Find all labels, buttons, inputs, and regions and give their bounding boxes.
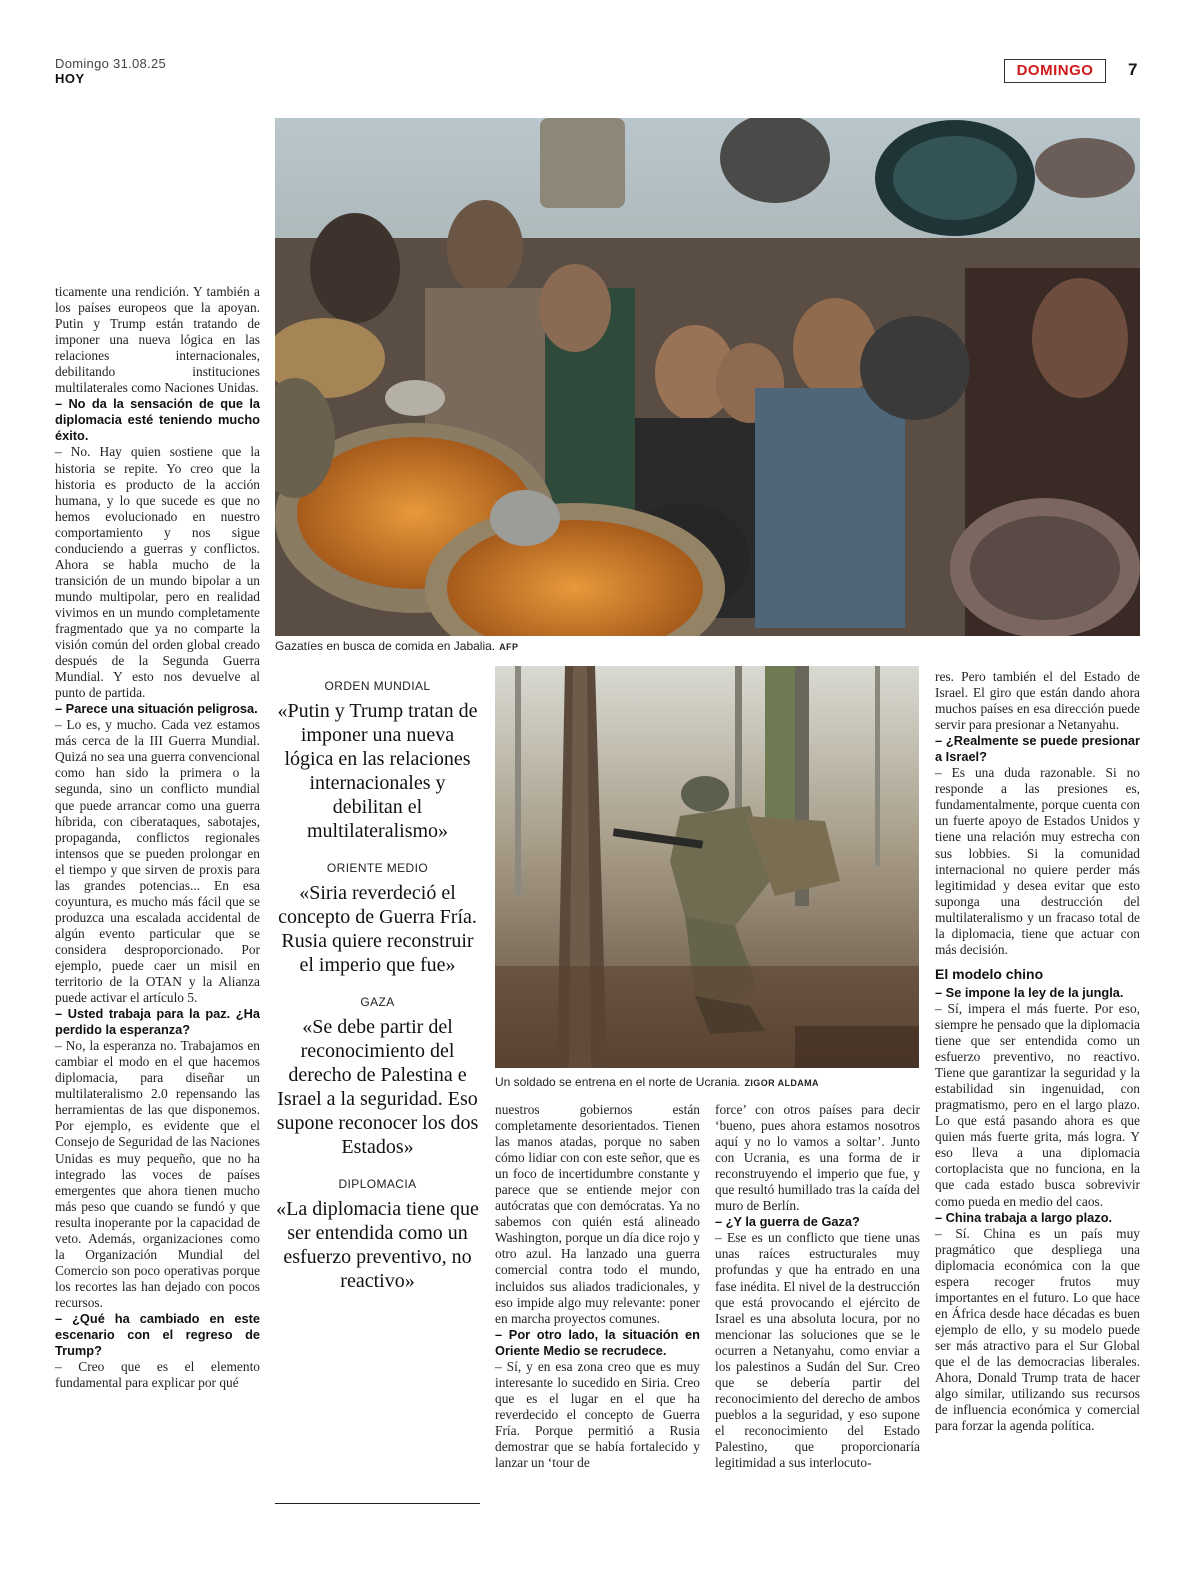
- pull-quote: «Putin y Trump tratan de imponer una nueva lógica en las relaciones internacionales y debilitan el multilateralismo»: [277, 700, 478, 842]
- interview-question: – ¿Y la guerra de Gaza?: [715, 1214, 860, 1230]
- page-header-dateline: [55, 56, 166, 86]
- quote-topic: ORDEN MUNDIAL: [324, 679, 431, 693]
- quote-topic: GAZA: [360, 995, 395, 1009]
- issue-date: Domingo 31.08.25: [55, 56, 167, 71]
- article-paragraph: – Es una duda razonable. Si no responde a las presiones es, fundamentalmente, porque cuenta con un fuerte apoyo de Estados Unidos y tiene una relación muy estrecha con sus lobbies. Si la comunidad internacional no quiere perder más legitimidad y desea evitar que esto suponga una destrucción del multilateralismo y un fracaso total de la diplomacia, tiene que actuar con más decisión.: [935, 765, 1140, 957]
- article-column-5: [935, 669, 1140, 1434]
- caption-text: Un soldado se entrena en el norte de Ucrania.: [495, 1075, 741, 1089]
- caption-text: Gazatíes en busca de comida en Jabalia.: [275, 639, 496, 653]
- article-paragraph: – No. Hay quien sostiene que la historia se repite. Yo creo que la historia es producto de la acción humana, y lo que sucede es que no hemos evolucionado en nuestro comportamiento y nos sigue conduciendo a guerras y conflictos. Ahora se habla mucho de la transición de un mundo bipolar a un mundo multipolar, pero en realidad vivimos en un mundo completamente fragmentado que ya no comparte la visión común del orden global creado después de la Segunda Guerra Mundial. Y esto nos devuelve al punto de partida.: [55, 444, 260, 701]
- article-paragraph: ticamente una rendición. Y también a los países europeos que la apoyan. Putin y Trump están tratando de imponer una nueva lógica en las relaciones internacionales, debilitando instituciones multilaterales como Naciones Unidas.: [55, 284, 260, 396]
- gaza-photo: [275, 118, 1140, 636]
- photo-credit: ZIGOR ALDAMA: [744, 1078, 819, 1088]
- interview-question: – Parece una situación peligrosa.: [55, 701, 258, 717]
- article-paragraph: – Sí, y en esa zona creo que es muy interesante lo sucedido en Siria. Creo que es el lugar en el que ha reverdecido el concepto de Guerra Fría. Porque permitió a Rusia demostrar que se había fortalecido y lanzar un ‘tour de: [495, 1358, 700, 1471]
- quote-topic: DIPLOMACIA: [338, 1177, 417, 1191]
- article-paragraph: – Lo es, y mucho. Cada vez estamos más cerca de la III Guerra Mundial. Quizá no sea una guerra convencional como han sido la primera o la segunda, sino un conflicto mundial que puede arrancar como una guerra híbrida, con ciberataques, sabotajes, propaganda, conflictos regionales intensos que se pueden prolongar en el tiempo y que sirven de proxis para las grandes potencias... En esa coyuntura, es mucho más fácil que se produzca una escalada accidental de algún evento particular que se considera desproporcionado. Por ejemplo, puede caer un misil en territorio de la OTAN y la Alianza puede activar el artículo 5.: [55, 717, 260, 1006]
- pull-quote: «Se debe partir del reconocimiento del derecho de Palestina e Israel a la seguridad. Eso supone reconocer los dos Estados»: [276, 1016, 479, 1158]
- article-column-1: [55, 284, 260, 1391]
- interview-question: – No da la sensación de que la diplomacia esté teniendo mucho éxito.: [55, 396, 260, 444]
- section-badge: DOMINGO: [1004, 59, 1106, 83]
- page-number: 7: [1128, 60, 1138, 79]
- pull-quotes: [275, 679, 480, 1311]
- interview-question: – ¿Realmente se puede presionar a Israel?: [935, 733, 1140, 765]
- article-column-3: [495, 1102, 700, 1471]
- article-paragraph: – Sí, impera el más fuerte. Por eso, siempre he pensado que la diplomacia tiene que ser entendida como un esfuerzo preventivo, no reactivo. Tiene que garantizar la seguridad y la estabilidad sin ingenuidad, con pragmatismo, pero en el largo plazo. Lo que está pasando ahora es que quien más fuerte grita, más logra. Y eso lleva a una diplomacia cortoplacista que no funciona, en la que cada estado busca sobrevivir como pueda en medio del caos.: [935, 1000, 1140, 1209]
- interview-question: – Usted trabaja para la paz. ¿Ha perdido la esperanza?: [55, 1006, 260, 1038]
- pull-quote: «La diplomacia tiene que ser entendida como un esfuerzo preventivo, no reactivo»: [276, 1198, 479, 1292]
- gaza-photo-caption: [275, 639, 518, 653]
- interview-question: – Se impone la ley de la jungla.: [935, 984, 1124, 1000]
- ukraine-photo: [495, 666, 919, 1068]
- interview-question: – Por otro lado, la situación en Oriente Medio se recrudece.: [495, 1326, 700, 1358]
- section-subhead: El modelo chino: [935, 965, 1044, 982]
- article-paragraph: – No, la esperanza no. Trabajamos en cambiar el modo en el que hacemos diplomacia, para diseñar un multilateralismo 2.0 repensando las herramientas de las que disponemos. Por ejemplo, es evidente que el Consejo de Seguridad de las Naciones Unidas es muy pequeño, que no ha integrado las voces de países emergentes que ahora tienen mucho más peso que cuando se fundó y que resulta inoperante por la capacidad de veto. Además, organizaciones como la Organización Mundial del Comercio son poco operativas porque los recortes las han dejado con pocos recursos.: [55, 1038, 260, 1310]
- photo-credit: AFP: [499, 642, 519, 652]
- article-paragraph: – Creo que es el elemento fundamental para explicar por qué: [55, 1359, 260, 1391]
- pull-quote: «Siria reverdeció el concepto de Guerra Fría. Rusia quiere reconstruir el imperio que fue»: [278, 882, 477, 976]
- article-paragraph: res. Pero también el del Estado de Israel. El giro que están dando ahora muchos países en esa dirección puede servir para presionar a Netanyahu.: [935, 669, 1140, 733]
- article-paragraph: force’ con otros países para decir ‘bueno, pues ahora estamos nosotros aquí y no lo vamos a soltar’. Junto con Ucrania, es una forma de ir reconstruyendo el imperio que fue, y que resultó humillado tras la caída del muro de Berlín.: [715, 1102, 920, 1214]
- quotes-divider: [275, 1503, 480, 1504]
- newspaper-name: HOY: [55, 71, 85, 86]
- article-column-4: [715, 1102, 920, 1471]
- interview-question: – China trabaja a largo plazo.: [935, 1209, 1113, 1225]
- interview-question: – ¿Qué ha cambiado en este escenario con el regreso de Trump?: [55, 1311, 260, 1359]
- article-paragraph: – Ese es un conflicto que tiene unas unas raíces estructurales muy profundas y que ha entrado en una fase inédita. El nivel de la destrucción que está provocando el ejército de Israel es una absoluta locura, por no mencionar las soluciones que se le ocurren a Netanyahu, como enviar a los palestinos a Sudán del Sur. Creo que se debería partir del reconocimiento del derecho de ambos pueblos a la seguridad, y eso supone el reconocimiento del Estado Palestino, que proporcionaría legitimidad a sus interlocuto-: [715, 1230, 920, 1471]
- article-paragraph: nuestros gobiernos están completamente desorientados. Tienen las manos atadas, porque no saben cómo lidiar con con este señor, que es un foco de incertidumbre constante y parece que se entiende mejor con autócratas que con demócratas. Ya no sabemos con quién está alineado Washington, porque un día dice rojo y otro azul. Ha lanzado una guerra comercial contra todo el mundo, incluidos sus aliados tradicionales, y eso impide algo muy relevante: poner en marcha proyectos comunes.: [495, 1102, 700, 1326]
- article-paragraph: – Sí. China es un país muy pragmático que despliega una diplomacia económica con la que espera recoger frutos muy importantes en el futuro. Lo que hace en África desde hace décadas es buen ejemplo de ello, y su modelo puede ser más atractivo para el Sur Global que el de las democracias liberales. Ahora, Donald Trump trata de hacer algo similar, utilizando sus recursos de influencia económica y comercial para forzar la agenda política.: [935, 1225, 1140, 1434]
- quote-topic: ORIENTE MEDIO: [326, 861, 429, 875]
- ukraine-photo-caption: [495, 1075, 819, 1089]
